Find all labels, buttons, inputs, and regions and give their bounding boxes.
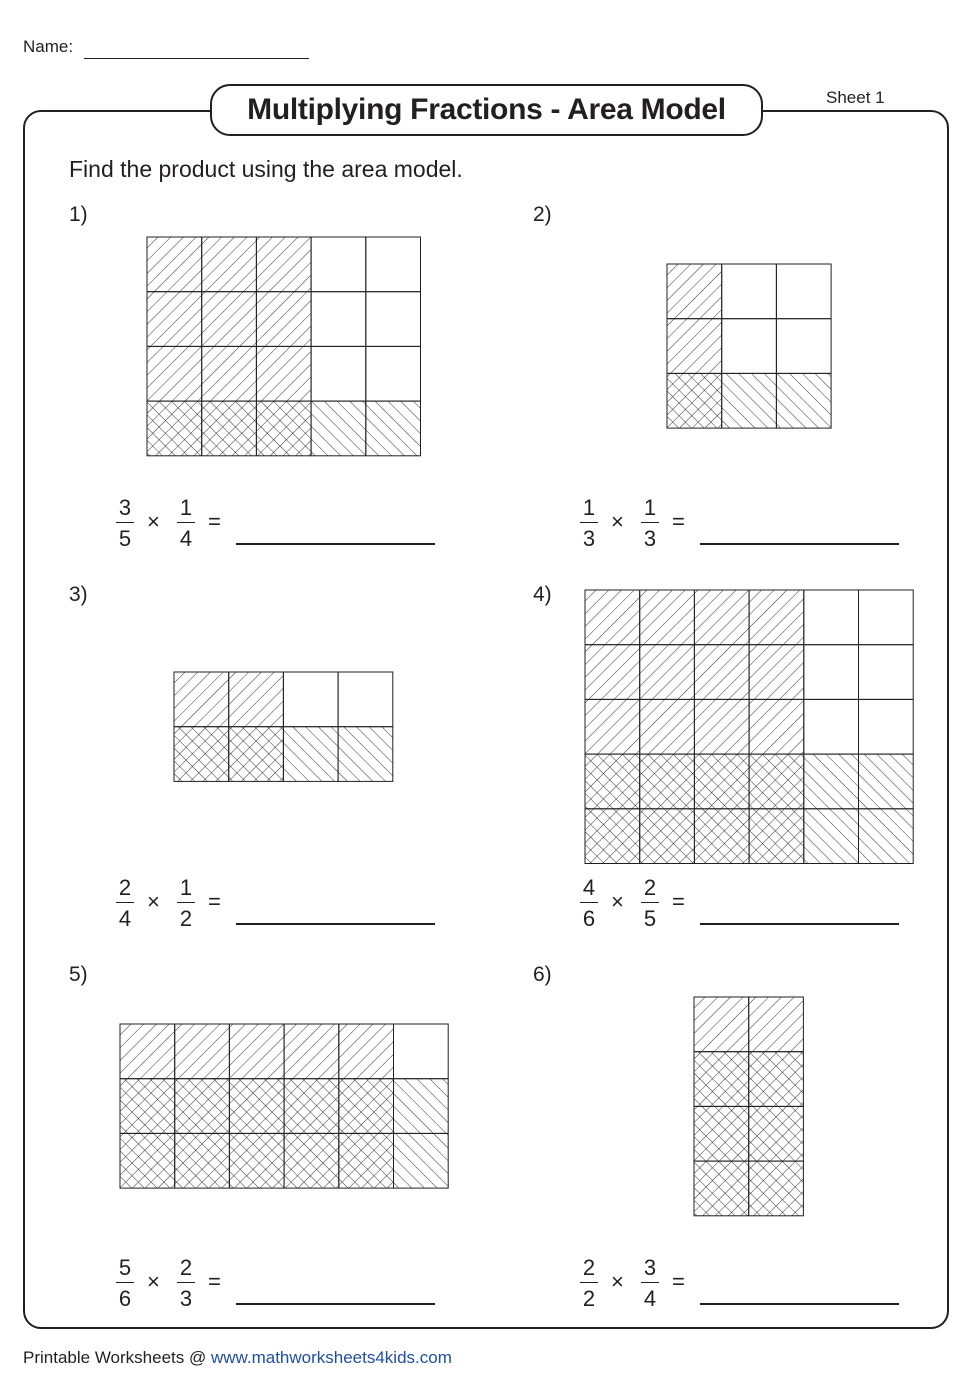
hatch-forward <box>202 237 257 292</box>
fraction-b-denominator: 5 <box>643 906 657 931</box>
fraction-b-denominator: 3 <box>179 1286 193 1311</box>
fraction-a-numerator: 3 <box>118 495 132 520</box>
equals-sign: = <box>672 509 685 534</box>
area-model-grid <box>119 1023 450 1190</box>
hatch-backward <box>284 1133 339 1188</box>
grid-cell <box>366 237 421 292</box>
hatch-forward <box>749 590 804 645</box>
hatch-forward <box>229 1024 284 1079</box>
hatch-backward <box>804 754 859 809</box>
fraction-a-denominator: 5 <box>118 526 132 551</box>
hatch-backward <box>175 1133 230 1188</box>
grid-cell <box>859 645 914 700</box>
hatch-forward <box>694 645 749 700</box>
hatch-backward <box>694 1161 749 1216</box>
hatch-backward <box>311 401 366 456</box>
fraction-a-denominator: 4 <box>118 906 132 931</box>
grid-cell <box>722 319 777 374</box>
equals-sign: = <box>208 1269 221 1294</box>
times-sign: × <box>147 889 160 914</box>
sheet-number: Sheet 1 <box>826 88 885 107</box>
hatch-forward <box>202 346 257 401</box>
fraction-b-denominator: 2 <box>179 906 193 931</box>
footer-link[interactable]: www.mathworksheets4kids.com <box>210 1348 452 1367</box>
hatch-forward <box>640 590 695 645</box>
grid-cell <box>311 237 366 292</box>
hatch-forward <box>667 319 722 374</box>
fraction-b-numerator: 1 <box>179 495 193 520</box>
hatch-backward <box>749 809 804 864</box>
hatch-backward <box>256 401 311 456</box>
worksheet-title: Multiplying Fractions - Area Model <box>210 84 763 136</box>
hatch-backward <box>694 1052 749 1107</box>
area-model-grid <box>693 996 805 1217</box>
fraction-equation <box>114 875 444 935</box>
equals-sign: = <box>672 1269 685 1294</box>
instructions: Find the product using the area model. <box>69 156 463 182</box>
answer-line[interactable] <box>700 923 899 925</box>
hatch-backward <box>394 1133 449 1188</box>
grid-cell <box>394 1024 449 1079</box>
grid-cell <box>776 319 831 374</box>
hatch-forward <box>147 292 202 347</box>
hatch-backward <box>749 1161 804 1216</box>
hatch-backward <box>749 1052 804 1107</box>
hatch-forward <box>749 997 804 1052</box>
hatch-forward <box>640 699 695 754</box>
hatch-forward <box>256 237 311 292</box>
hatch-backward <box>202 401 257 456</box>
problem-number: 1) <box>69 203 88 226</box>
hatch-backward <box>229 1133 284 1188</box>
hatch-backward <box>120 1133 175 1188</box>
fraction-a-numerator: 2 <box>582 1255 596 1280</box>
hatch-backward <box>339 1133 394 1188</box>
area-model-grid <box>666 263 833 430</box>
hatch-forward <box>202 292 257 347</box>
hatch-forward <box>694 699 749 754</box>
equals-sign: = <box>208 889 221 914</box>
problem-number: 2) <box>533 203 552 226</box>
grid-cell <box>804 590 859 645</box>
name-input-line[interactable] <box>84 58 309 59</box>
hatch-forward <box>585 590 640 645</box>
hatch-forward <box>694 590 749 645</box>
hatch-backward <box>667 373 722 428</box>
fraction-equation <box>578 875 908 935</box>
hatch-forward <box>147 237 202 292</box>
name-label: Name: <box>23 37 74 56</box>
hatch-backward <box>174 727 229 782</box>
fraction-b-numerator: 1 <box>179 875 193 900</box>
hatch-forward <box>175 1024 230 1079</box>
hatch-forward <box>640 645 695 700</box>
problem-number: 6) <box>533 963 552 986</box>
hatch-backward <box>640 809 695 864</box>
hatch-forward <box>585 645 640 700</box>
grid-cell <box>366 292 421 347</box>
fraction-b-denominator: 4 <box>643 1286 657 1311</box>
hatch-backward <box>640 754 695 809</box>
hatch-forward <box>174 672 229 727</box>
problem-number: 3) <box>69 583 88 606</box>
hatch-backward <box>394 1079 449 1134</box>
hatch-forward <box>585 699 640 754</box>
area-model-grid <box>584 589 915 865</box>
hatch-backward <box>694 1106 749 1161</box>
grid-cell <box>859 590 914 645</box>
hatch-backward <box>338 727 393 782</box>
problem-number: 5) <box>69 963 88 986</box>
hatch-backward <box>804 809 859 864</box>
hatch-backward <box>694 754 749 809</box>
hatch-backward <box>776 373 831 428</box>
equals-sign: = <box>672 889 685 914</box>
hatch-backward <box>339 1079 394 1134</box>
answer-line[interactable] <box>236 1303 435 1305</box>
hatch-backward <box>859 754 914 809</box>
fraction-a-numerator: 2 <box>118 875 132 900</box>
fraction-a-denominator: 2 <box>582 1286 596 1311</box>
fraction-a-numerator: 4 <box>582 875 596 900</box>
hatch-backward <box>366 401 421 456</box>
hatch-backward <box>722 373 777 428</box>
answer-line[interactable] <box>700 1303 899 1305</box>
answer-line[interactable] <box>236 543 435 545</box>
hatch-backward <box>585 809 640 864</box>
grid-cell <box>366 346 421 401</box>
fraction-b-numerator: 3 <box>643 1255 657 1280</box>
grid-cell <box>804 699 859 754</box>
hatch-forward <box>667 264 722 319</box>
hatch-forward <box>229 672 284 727</box>
times-sign: × <box>611 509 624 534</box>
hatch-forward <box>120 1024 175 1079</box>
grid-cell <box>338 672 393 727</box>
equals-sign: = <box>208 509 221 534</box>
hatch-backward <box>283 727 338 782</box>
hatch-forward <box>339 1024 394 1079</box>
grid-cell <box>311 292 366 347</box>
fraction-b-numerator: 1 <box>643 495 657 520</box>
times-sign: × <box>147 1269 160 1294</box>
hatch-forward <box>694 997 749 1052</box>
fraction-a-numerator: 5 <box>118 1255 132 1280</box>
times-sign: × <box>611 889 624 914</box>
fraction-b-denominator: 4 <box>179 526 193 551</box>
hatch-backward <box>284 1079 339 1134</box>
hatch-backward <box>120 1079 175 1134</box>
answer-line[interactable] <box>236 923 435 925</box>
hatch-backward <box>585 754 640 809</box>
fraction-a-denominator: 6 <box>582 906 596 931</box>
area-model-grid <box>173 671 394 783</box>
times-sign: × <box>147 509 160 534</box>
fraction-equation <box>114 495 444 555</box>
hatch-backward <box>229 1079 284 1134</box>
hatch-forward <box>256 346 311 401</box>
grid-cell <box>776 264 831 319</box>
fraction-equation <box>114 1255 444 1315</box>
fraction-a-denominator: 3 <box>582 526 596 551</box>
hatch-backward <box>229 727 284 782</box>
area-model-grid <box>146 236 422 457</box>
grid-cell <box>859 699 914 754</box>
hatch-forward <box>147 346 202 401</box>
hatch-backward <box>859 809 914 864</box>
grid-cell <box>283 672 338 727</box>
grid-cell <box>311 346 366 401</box>
fraction-equation <box>578 1255 908 1315</box>
hatch-backward <box>694 809 749 864</box>
fraction-a-numerator: 1 <box>582 495 596 520</box>
fraction-b-denominator: 3 <box>643 526 657 551</box>
hatch-forward <box>284 1024 339 1079</box>
fraction-equation <box>578 495 908 555</box>
footer-prefix: Printable Worksheets @ <box>23 1348 211 1367</box>
fraction-a-denominator: 6 <box>118 1286 132 1311</box>
hatch-backward <box>175 1079 230 1134</box>
hatch-backward <box>749 1106 804 1161</box>
hatch-forward <box>749 645 804 700</box>
hatch-backward <box>147 401 202 456</box>
answer-line[interactable] <box>700 543 899 545</box>
problem-number: 4) <box>533 583 552 606</box>
hatch-backward <box>749 754 804 809</box>
footer <box>23 1348 452 1368</box>
hatch-forward <box>749 699 804 754</box>
times-sign: × <box>611 1269 624 1294</box>
fraction-b-numerator: 2 <box>179 1255 193 1280</box>
fraction-b-numerator: 2 <box>643 875 657 900</box>
grid-cell <box>804 645 859 700</box>
hatch-forward <box>256 292 311 347</box>
grid-cell <box>722 264 777 319</box>
